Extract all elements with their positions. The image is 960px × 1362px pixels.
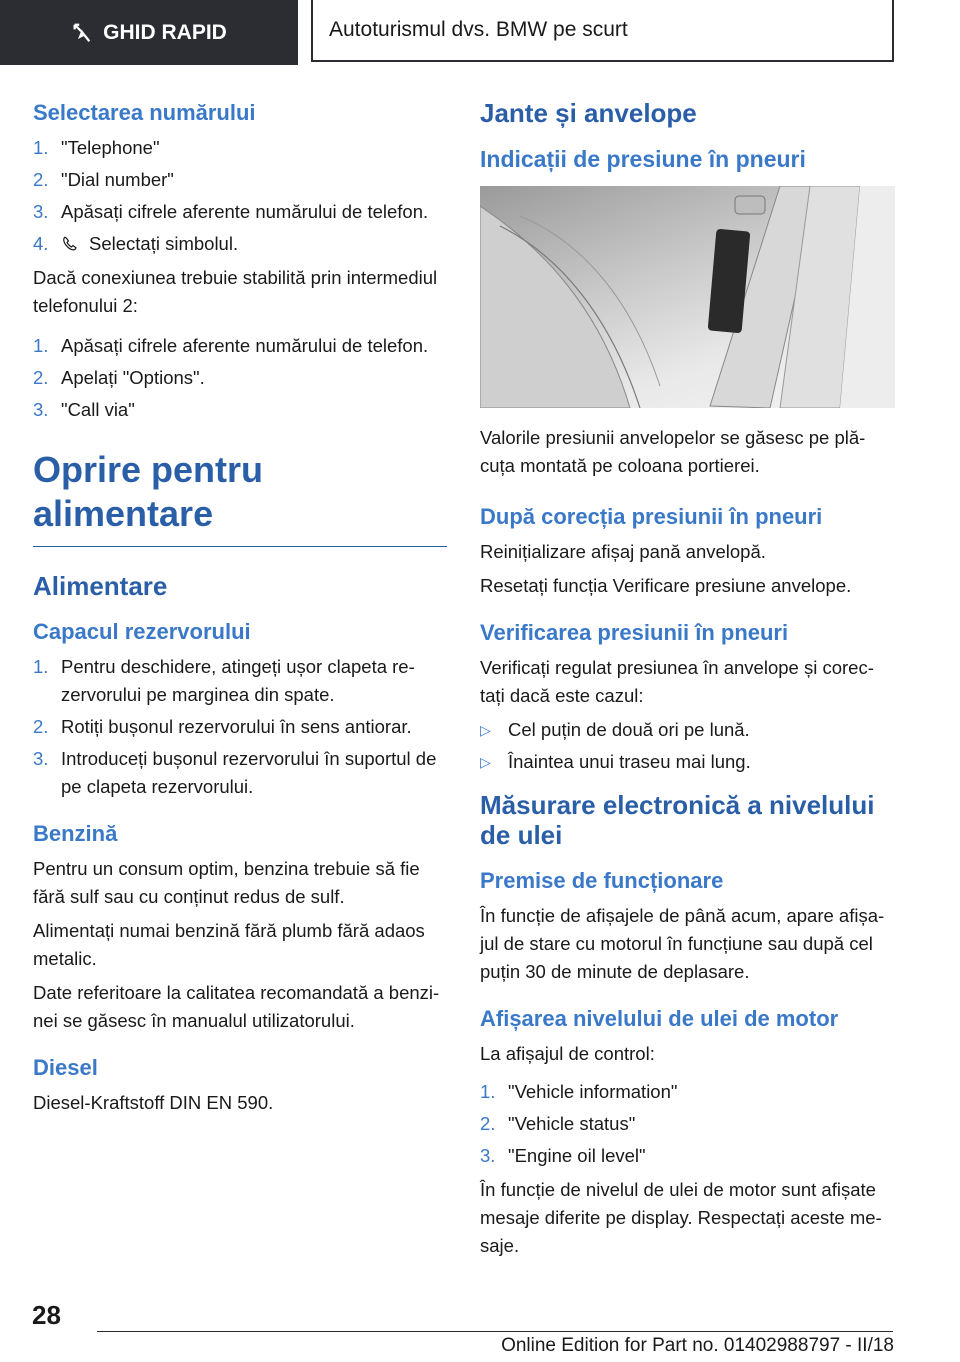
triangle-bullet-icon: ▷ xyxy=(480,722,491,738)
tab-label: GHID RAPID xyxy=(103,20,227,44)
page-number: 28 xyxy=(32,1300,61,1330)
door-pillar-illustration xyxy=(480,186,895,408)
list-item: 1. Pentru deschidere, atingeți ușor clapeta re-zervorului pe marginea din spate. xyxy=(33,656,415,705)
list-item: 1. "Telephone" xyxy=(33,137,160,158)
cap-steps xyxy=(33,653,447,801)
list-item: 1. "Vehicle information" xyxy=(480,1081,678,1102)
star-icon xyxy=(71,22,93,44)
diesel-paragraph: Diesel-Kraftstoff DIN EN 590. xyxy=(33,1092,274,1113)
stop-heading: Oprire pentru alimentare xyxy=(33,448,447,547)
pressure-paragraph: Valorile presiunii anvelopelor se găsesc pe plă-cuța montată pe coloana portierei. xyxy=(480,427,866,476)
prereq-paragraph: În funcție de afișajele de până acum, apare afișa-jul de stare cu motorul în funcțiune sau după cel puțin 30 de minute de deplasare. xyxy=(480,905,885,982)
list-item: 4. Selectați simbolul. xyxy=(33,233,239,254)
left-column xyxy=(33,98,447,1123)
after-correction-heading: După corecția presiunii în pneuri xyxy=(480,504,823,529)
edition-footer: Online Edition for Part no. 01402988797 - II/18 xyxy=(501,1335,894,1356)
list-item: 2. Apelați "Options". xyxy=(33,367,205,388)
list-item: 3. "Call via" xyxy=(33,399,135,420)
triangle-bullet-icon: ▷ xyxy=(480,754,491,770)
phone-icon xyxy=(61,235,79,253)
after-paragraph-1: Reinițializare afișaj pană anvelopă. xyxy=(480,541,766,562)
footer-divider xyxy=(97,1331,893,1332)
display-steps xyxy=(480,1078,894,1170)
petrol-paragraph-2: Alimentați numai benzină fără plumb fără adaos metalic. xyxy=(33,920,425,969)
right-column xyxy=(480,98,894,1266)
check-heading: Verificarea presiunii în pneuri xyxy=(480,620,789,645)
list-item: 3. "Engine oil level" xyxy=(480,1145,646,1166)
dial2-steps xyxy=(33,332,447,424)
petrol-paragraph-3: Date referitoare la calitatea recomandată a benzi-nei se găsesc în manualul utilizatorului. xyxy=(33,982,440,1031)
check-paragraph: Verificați regulat presiunea în anvelope și corec-tați dacă este cazul: xyxy=(480,657,874,706)
section-title-text: Autoturismul dvs. BMW pe scurt xyxy=(329,18,628,41)
display-note: În funcție de nivelul de ulei de motor sunt afișate mesaje diferite pe display. Respectați aceste me-saje. xyxy=(480,1179,882,1256)
dial-note: Dacă conexiunea trebuie stabilită prin intermediul telefonului 2: xyxy=(33,267,438,316)
display-paragraph: La afișajul de control: xyxy=(480,1043,655,1064)
quick-guide-tab[interactable] xyxy=(0,0,298,65)
list-item: 3. Introduceți bușonul rezervorului în suportul de pe clapeta rezervorului. xyxy=(33,748,437,797)
door-pillar-photo xyxy=(480,186,895,408)
list-item: ▷ Înaintea unui traseu mai lung. xyxy=(480,748,894,776)
fuel-heading: Alimentare xyxy=(33,571,168,601)
section-title xyxy=(311,0,894,62)
list-item: 1. Apăsați cifrele aferente numărului de telefon. xyxy=(33,335,429,356)
check-bullets xyxy=(480,716,894,776)
list-item: ▷ Cel puțin de două ori pe lună. xyxy=(480,716,894,744)
dial-steps xyxy=(33,134,447,258)
list-item: 2. "Vehicle status" xyxy=(480,1113,636,1134)
cap-heading: Capacul rezervorului xyxy=(33,619,251,644)
list-item: 3. Apăsați cifrele aferente numărului de telefon. xyxy=(33,201,429,222)
dial-heading: Selectarea numărului xyxy=(33,100,256,125)
prereq-heading: Premise de funcționare xyxy=(480,868,724,893)
pressure-heading: Indicații de presiune în pneuri xyxy=(480,146,806,172)
tyres-heading: Jante și anvelope xyxy=(480,98,697,128)
petrol-heading: Benzină xyxy=(33,821,118,846)
after-paragraph-2: Resetați funcția Verificare presiune anvelope. xyxy=(480,575,852,596)
list-item: 2. Rotiți bușonul rezervorului în sens antiorar. xyxy=(33,716,412,737)
display-heading: Afișarea nivelului de ulei de motor xyxy=(480,1006,839,1031)
oil-heading: Măsurare electronică a nivelului de ulei xyxy=(480,790,875,850)
diesel-heading: Diesel xyxy=(33,1055,98,1080)
list-item: 2. "Dial number" xyxy=(33,169,174,190)
petrol-paragraph-1: Pentru un consum optim, benzina trebuie să fie fără sulf sau cu conținut redus de sulf. xyxy=(33,858,420,907)
